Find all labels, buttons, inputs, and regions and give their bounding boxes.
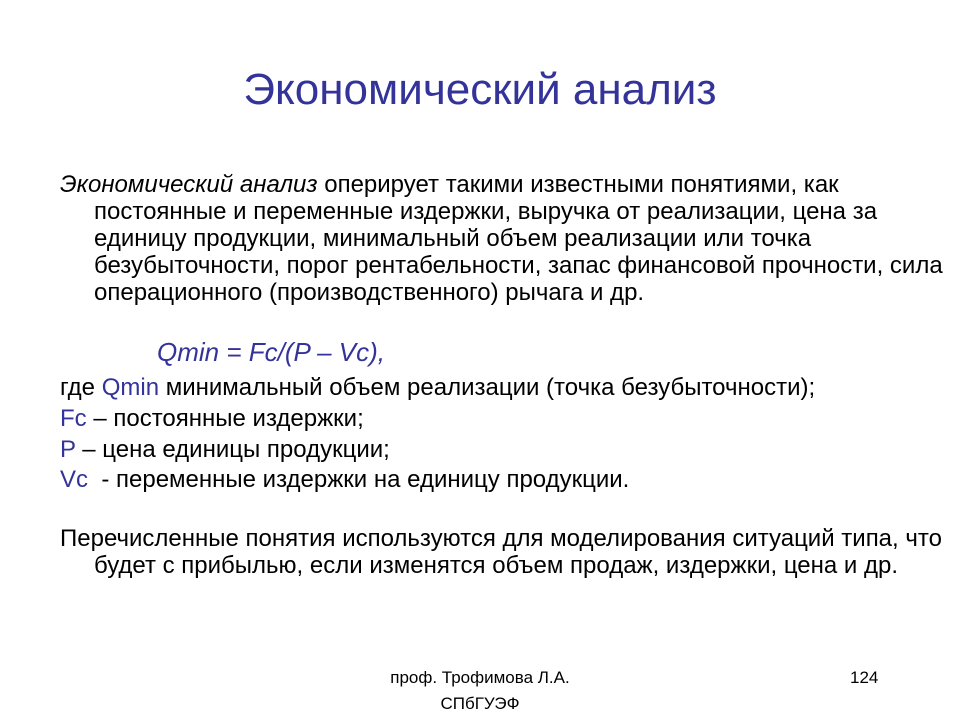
definition-qmin <box>60 373 815 403</box>
page-number: 124 <box>850 668 879 687</box>
breakeven-formula: Qmin = Fc/(P – Vc), <box>157 337 386 367</box>
definition-text: – постоянные издержки; <box>86 405 364 432</box>
definition-p <box>60 435 390 465</box>
intro-term: Экономический анализ <box>60 171 318 198</box>
definition-fc <box>60 404 364 434</box>
intro-text: оперирует такими известными понятиями, как постоянные и переменные издержки, выручка от реализации, цена за единицу продукции, минимальный объем реализации или точка безубыточности, порог рентабельности, запас финансовой прочности, сила операционного (производственного) рычага и др. <box>94 171 943 306</box>
footer-institution: СПбГУЭФ <box>440 694 520 713</box>
definition-text: - переменные издержки на единицу продукции. <box>88 466 630 493</box>
footer-author-block <box>330 665 630 717</box>
footer-author: проф. Трофимова Л.А. <box>390 668 570 687</box>
definition-symbol-vc: Vc <box>60 466 89 493</box>
slide-title: Экономический анализ <box>243 65 717 114</box>
definition-symbol-fc: Fc <box>60 405 87 432</box>
definition-text: – цена единицы продукции; <box>75 436 390 463</box>
definition-vc <box>60 465 629 495</box>
definition-symbol-p: P <box>60 436 76 463</box>
conclusion-paragraph: Перечисленные понятия используются для моделирования ситуаций типа, что будет с прибылью, если изменятся объем продаж, издержки, цена и др. <box>60 525 942 579</box>
definition-symbol-qmin: Qmin <box>101 374 160 401</box>
intro-paragraph <box>60 171 944 306</box>
definition-text: минимальный объем реализации (точка безубыточности); <box>159 374 816 401</box>
definition-prefix: где <box>60 374 102 401</box>
